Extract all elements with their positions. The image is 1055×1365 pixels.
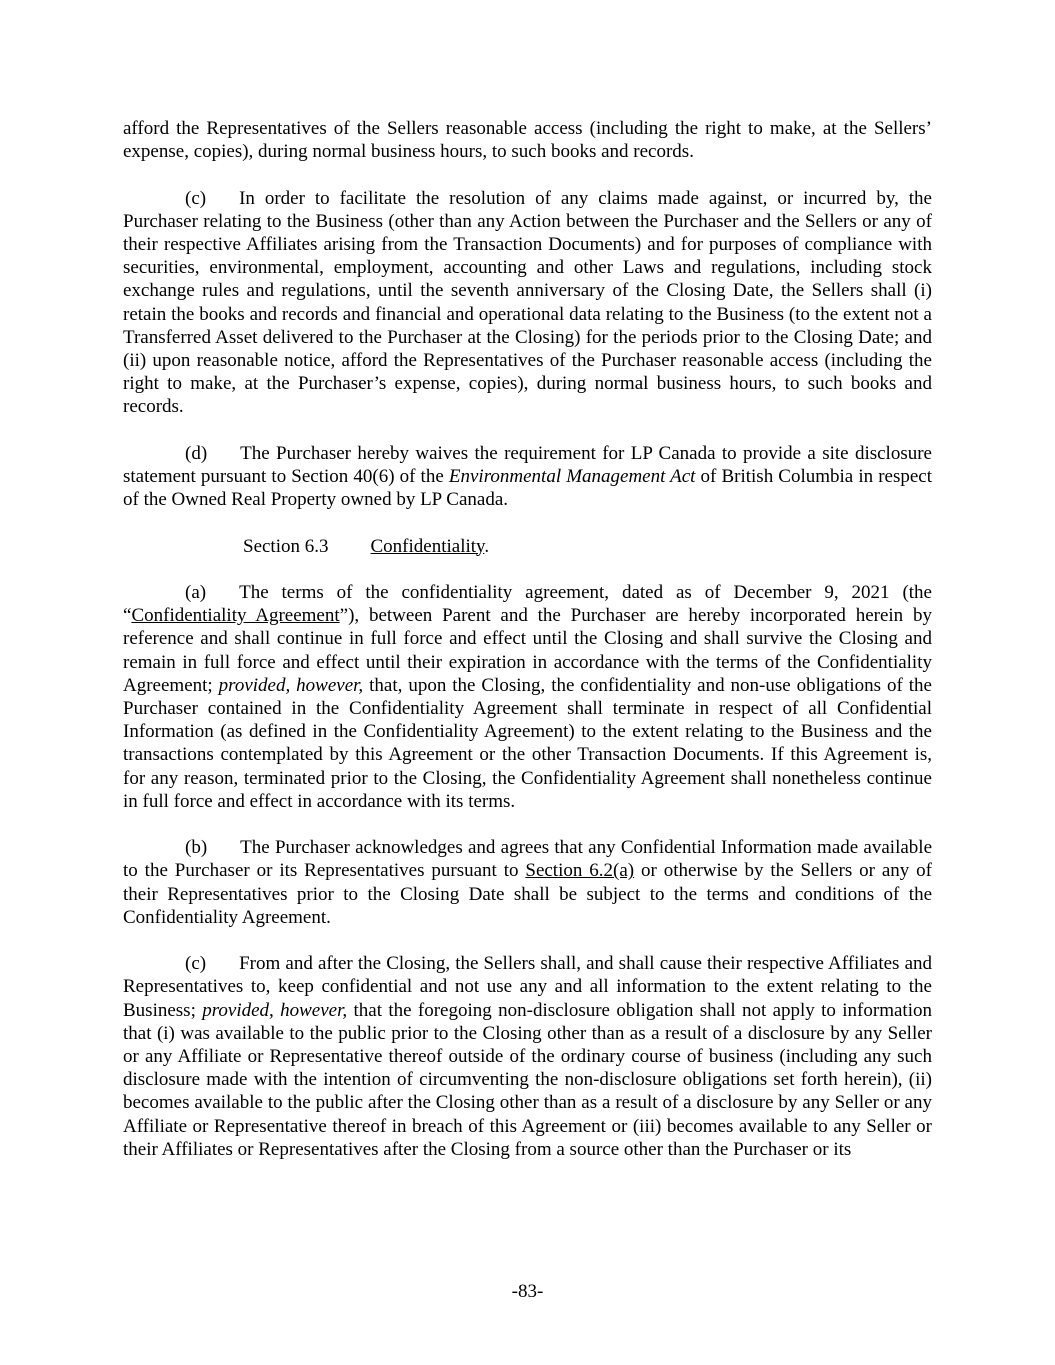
paragraph-text: The Purchaser hereby waives the requirement for LP Canada to provide a site disclosure statement pursuant to Section 40(6) of the — [123, 442, 932, 488]
paragraph-text: that the foregoing non-disclosure obligation shall not apply to information that (i) was available to the public prior to the Closing other than as a result of a disclosure by any Seller or any Affiliate or Representative thereof outside of the ordinary course of business (including any such disclosure made with the intention of circumventing the non-disclosure obligations set forth herein), (ii) becomes available to the public after the Closing other than as a result of a disclosure by any Seller or any Affiliate or Representative thereof in breach of this Agreement or (iii) becomes available to any Seller or their Affiliates or Representatives after the Closing from a source other than the Purchaser or its — [123, 999, 932, 1160]
section-title: Confidentiality — [370, 535, 485, 557]
paragraph-text: The Purchaser acknowledges and agrees that any Confidential Information made available to the Purchaser or its Representatives pursuant to — [123, 837, 932, 882]
italic-statute-name: Environmental Management Act — [448, 466, 696, 488]
section-6-3-heading — [123, 535, 932, 558]
paragraph-text: The terms of the confidentiality agreement, dated as of December 9, 2021 (the “ — [123, 582, 932, 627]
paragraph-label: (c) — [185, 953, 207, 975]
paragraph-label: (d) — [185, 442, 208, 464]
paragraph-label: (c) — [185, 187, 207, 209]
paragraph-text: ”), between Parent and the Purchaser are hereby incorporated herein by reference and shall continue in full force and effect until the Closing and shall survive the Closing and remain in full force and effect until their expiration in accordance with the terms of the Confidentiality Agreement; — [123, 605, 932, 696]
continuation-paragraph-text: afford the Representatives of the Sellers reasonable access (including the right to make, at the Sellers’ expense, copies), during normal business hours, to such books and records. — [123, 118, 932, 163]
paragraph-text: From and after the Closing, the Sellers shall, and shall cause their respective Affiliates and Representatives to, keep confidential and not use any and all information to the extent relating to the Business; — [123, 953, 932, 1021]
paragraph-text: In order to facilitate the resolution of any claims made against, or incurred by, the Purchaser relating to the Business (other than any Action between the Purchaser and the Sellers or any of their respective Affiliates arising from the Transaction Documents) and for purposes of compliance with securities, environmental, employment, accounting and other Laws and regulations, including stock exchange rules and regulations, until the seventh anniversary of the Closing Date, the Sellers shall (i) retain the books and records and financial and operational data relating to the Business (to the extent not a Transferred Asset delivered to the Purchaser at the Closing) for the periods prior to the Closing Date; and (ii) upon reasonable notice, afford the Representatives of the Purchaser reasonable access (including the right to make, at the Purchaser’s expense, copies), during normal business hours, to such books and records. — [123, 187, 932, 418]
paragraph-6-3-a — [123, 581, 932, 813]
paragraph-6-2-c — [123, 187, 932, 419]
paragraph-label: (a) — [185, 582, 207, 603]
page-number: -83- — [511, 1281, 544, 1302]
italic-proviso: provided, however, — [218, 674, 364, 696]
paragraph-6-2-d — [123, 442, 932, 512]
continuation-paragraph — [123, 117, 932, 163]
paragraph-6-3-b — [123, 836, 932, 929]
cross-reference-section-6-2-a: Section 6.2(a) — [525, 860, 635, 882]
paragraph-text: that, upon the Closing, the confidentiality and non-use obligations of the Purchaser contained in the Confidentiality Agreement shall terminate in respect of all Confidential Information (as defined in the Confidentiality Agreement) to the extent relating to the Business and the transactions contemplated by this Agreement or the other Transaction Documents. If this Agreement is, for any reason, terminated prior to the Closing, the Confidentiality Agreement shall nonetheless continue in full force and effect in accordance with its terms. — [123, 674, 932, 812]
paragraph-text: or otherwise by the Sellers or any of their Representatives prior to the Closing Date shall be subject to the terms and conditions of the Confidentiality Agreement. — [123, 860, 932, 928]
paragraph-text: of British Columbia in respect of the Owned Real Property owned by LP Canada. — [123, 466, 932, 511]
paragraph-6-3-c — [123, 952, 932, 1161]
italic-proviso: provided, however, — [202, 999, 348, 1021]
section-number: Section 6.3 — [243, 535, 329, 557]
defined-term-confidentiality-agreement: Confidentiality Agreement — [131, 605, 340, 627]
paragraph-label: (b) — [185, 837, 208, 859]
section-title-period: . — [484, 535, 490, 557]
